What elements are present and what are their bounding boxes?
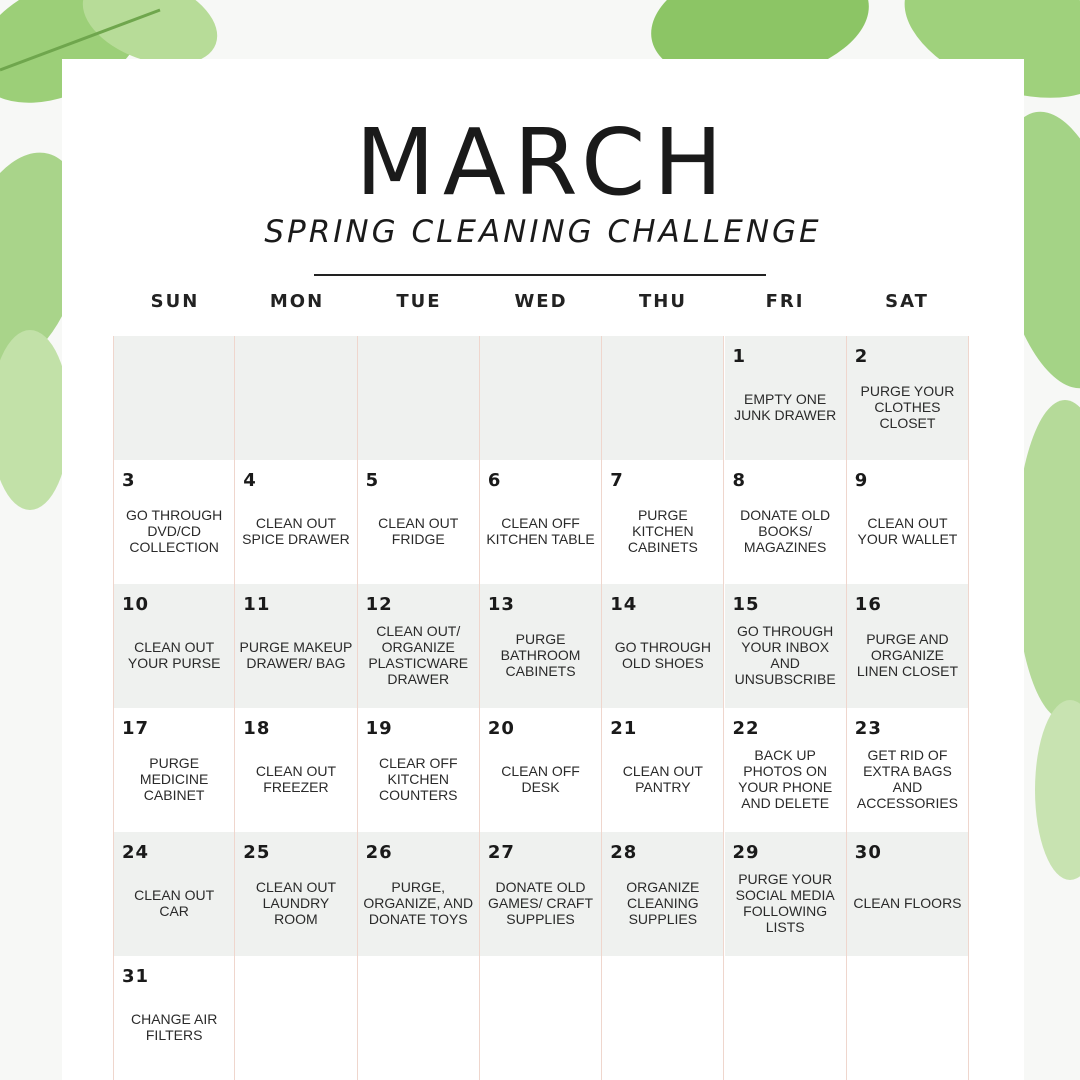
day-number: 12 — [365, 594, 393, 615]
day-cell — [847, 584, 969, 708]
empty-cell — [235, 956, 357, 1080]
empty-cell — [480, 336, 602, 460]
day-number: 22 — [732, 718, 760, 739]
day-cell — [480, 832, 602, 956]
day-task: CLEAN OUT LAUNDRY ROOM — [255, 879, 336, 927]
day-number: 2 — [854, 346, 869, 367]
day-number: 7 — [610, 470, 624, 491]
empty-cell — [480, 956, 602, 1080]
day-task: ORGANIZE CLEANING SUPPLIES — [626, 879, 700, 927]
day-number: 13 — [487, 594, 515, 615]
day-number: 6 — [487, 470, 502, 491]
day-task: CLEAN OUT FREEZER — [255, 763, 336, 795]
day-cell — [725, 832, 847, 956]
day-cell — [847, 336, 969, 460]
day-number: 8 — [732, 470, 747, 491]
weekday-tue: TUE — [396, 291, 442, 312]
day-cell — [480, 708, 602, 832]
day-cell — [847, 708, 969, 832]
day-task: CLEAN OUT YOUR PURSE — [127, 639, 221, 671]
weekday-sat: SAT — [885, 291, 929, 312]
day-task: PURGE AND ORGANIZE LINEN CLOSET — [856, 631, 959, 679]
day-cell — [480, 584, 602, 708]
day-number: 26 — [365, 842, 393, 863]
calendar-grid — [113, 336, 969, 1080]
day-task: GO THROUGH YOUR INBOX AND UNSUBSCRIBE — [734, 623, 836, 687]
day-task: PURGE MEDICINE CABINET — [139, 755, 209, 803]
day-task: PURGE BATHROOM CABINETS — [500, 631, 581, 679]
weekday-sun: SUN — [150, 291, 200, 312]
day-task: BACK UP PHOTOS ON YOUR PHONE AND DELETE — [738, 747, 833, 811]
day-task: CLEAN OFF DESK — [501, 763, 580, 795]
day-number: 25 — [243, 842, 271, 863]
day-number: 27 — [487, 842, 515, 863]
empty-cell — [602, 336, 724, 460]
weekday-fri: FRI — [765, 291, 805, 312]
day-number: 28 — [610, 842, 638, 863]
day-cell — [602, 460, 724, 584]
day-cell — [113, 708, 235, 832]
day-number: 19 — [365, 718, 393, 739]
day-task: CLEAN FLOORS — [853, 895, 962, 911]
empty-cell — [725, 956, 847, 1080]
day-task: GO THROUGH DVD/CD COLLECTION — [126, 507, 223, 555]
day-task: GO THROUGH OLD SHOES — [614, 639, 711, 671]
day-cell — [725, 460, 847, 584]
day-number: 21 — [610, 718, 638, 739]
empty-cell — [358, 956, 480, 1080]
day-number: 11 — [243, 594, 271, 615]
day-number: 18 — [243, 718, 271, 739]
day-cell — [480, 460, 602, 584]
day-number: 24 — [122, 842, 150, 863]
day-cell — [847, 460, 969, 584]
day-task: CLEAN OUT PANTRY — [622, 763, 703, 795]
empty-cell — [235, 336, 357, 460]
title-divider — [314, 274, 766, 276]
day-cell — [113, 832, 235, 956]
weekday-thu: THU — [639, 291, 687, 312]
day-task: PURGE YOUR SOCIAL MEDIA FOLLOWING LISTS — [735, 871, 835, 935]
day-number: 15 — [732, 594, 760, 615]
day-number: 9 — [854, 470, 869, 491]
day-number: 10 — [122, 594, 150, 615]
day-cell — [235, 584, 357, 708]
day-task: PURGE, ORGANIZE, AND DONATE TOYS — [363, 879, 474, 927]
day-task: EMPTY ONE JUNK DRAWER — [734, 391, 837, 423]
day-number: 31 — [122, 966, 150, 987]
weekday-wed: WED — [514, 291, 568, 312]
day-number: 29 — [732, 842, 760, 863]
weekday-mon: MON — [269, 291, 325, 312]
day-task: CLEAN OUT/ ORGANIZE PLASTICWARE DRAWER — [368, 623, 469, 687]
day-task: CLEAN OUT SPICE DRAWER — [242, 515, 350, 547]
day-number: 14 — [610, 594, 638, 615]
day-cell — [235, 708, 357, 832]
day-task: CLEAN OUT FRIDGE — [378, 515, 459, 547]
day-task: PURGE KITCHEN CABINETS — [627, 507, 698, 555]
day-number: 17 — [122, 718, 150, 739]
day-number: 1 — [732, 346, 747, 367]
day-number: 30 — [854, 842, 882, 863]
day-task: DONATE OLD GAMES/ CRAFT SUPPLIES — [488, 879, 594, 927]
day-cell — [602, 584, 724, 708]
day-cell — [847, 832, 969, 956]
day-task: CLEAN OFF KITCHEN TABLE — [486, 515, 595, 547]
day-number: 3 — [122, 470, 136, 491]
day-task: CLEAN OUT CAR — [134, 887, 215, 919]
day-number: 16 — [854, 594, 882, 615]
weekday-header — [114, 291, 970, 315]
challenge-subtitle: SPRING CLEANING CHALLENGE — [264, 214, 822, 250]
day-cell — [602, 708, 724, 832]
day-task: GET RID OF EXTRA BAGS AND ACCESSORIES — [856, 747, 959, 811]
day-number: 5 — [365, 470, 380, 491]
day-task: DONATE OLD BOOKS/ MAGAZINES — [740, 507, 831, 555]
day-cell — [235, 460, 357, 584]
day-task: CLEAR OFF KITCHEN COUNTERS — [378, 755, 458, 803]
day-cell — [113, 584, 235, 708]
day-cell — [725, 336, 847, 460]
day-task: CLEAN OUT YOUR WALLET — [857, 515, 958, 547]
day-cell — [725, 708, 847, 832]
month-title: MARCH — [355, 109, 731, 216]
day-cell — [113, 460, 235, 584]
empty-cell — [358, 336, 480, 460]
day-cell — [358, 460, 480, 584]
day-cell — [235, 832, 357, 956]
day-cell — [358, 708, 480, 832]
day-number: 4 — [243, 470, 257, 491]
day-cell — [358, 584, 480, 708]
day-number: 23 — [854, 718, 882, 739]
day-task: PURGE MAKEUP DRAWER/ BAG — [239, 639, 353, 671]
day-cell — [725, 584, 847, 708]
empty-cell — [113, 336, 235, 460]
day-number: 20 — [487, 718, 515, 739]
day-cell — [113, 956, 235, 1080]
day-cell — [358, 832, 480, 956]
day-task: PURGE YOUR CLOTHES CLOSET — [860, 383, 955, 431]
day-cell — [602, 832, 724, 956]
day-task: CHANGE AIR FILTERS — [130, 1011, 218, 1043]
empty-cell — [847, 956, 969, 1080]
empty-cell — [602, 956, 724, 1080]
